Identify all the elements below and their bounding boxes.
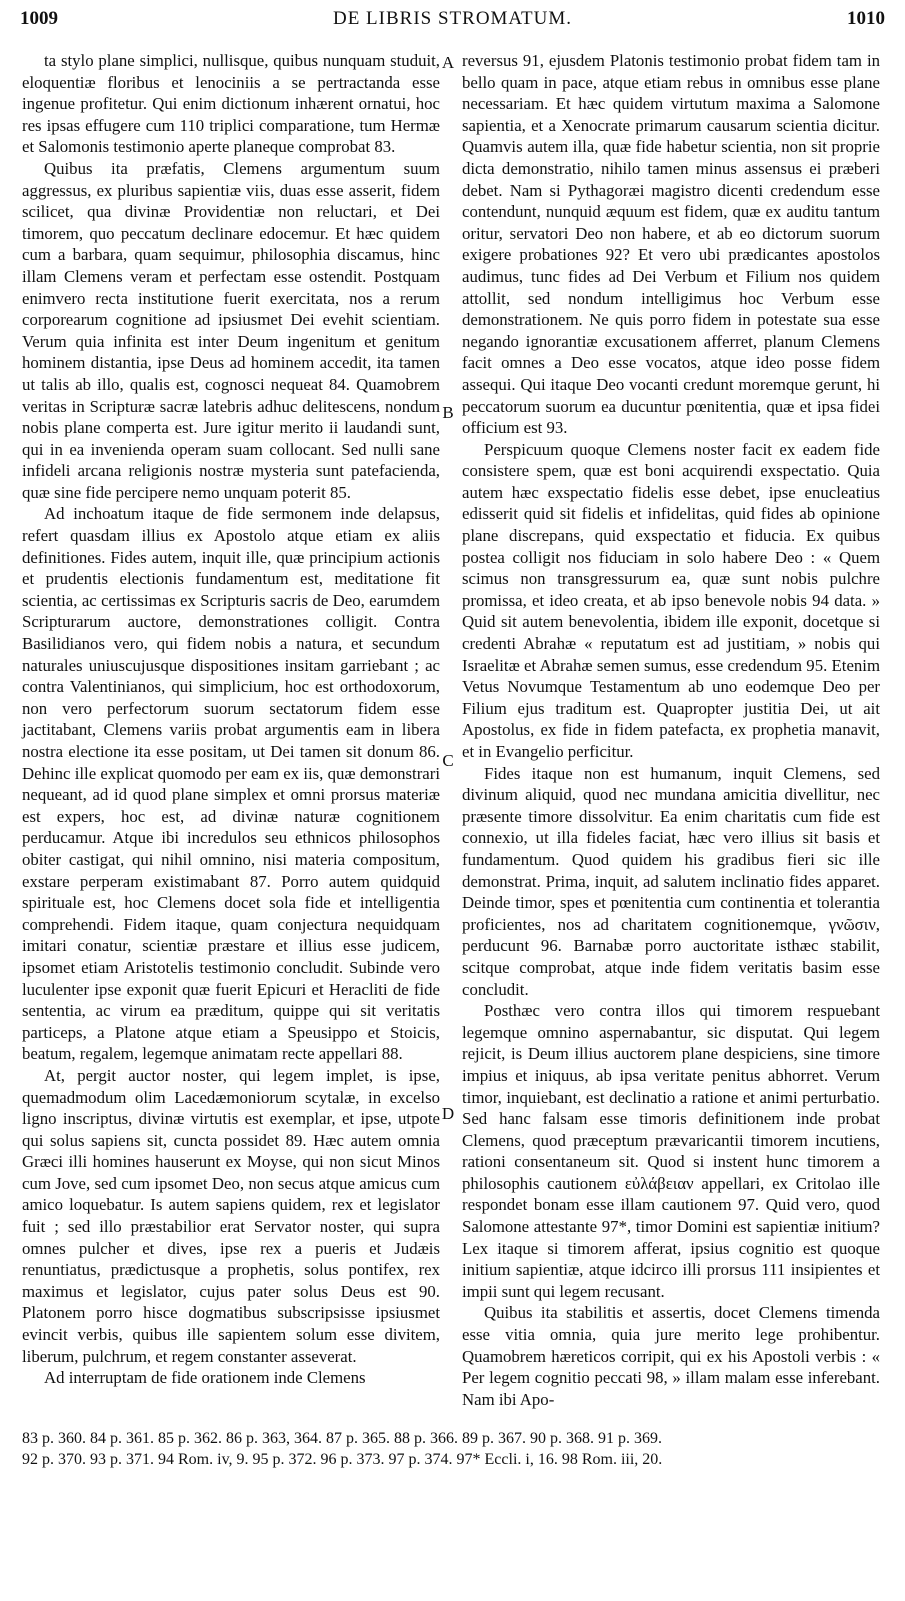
margin-letter-d: D <box>441 1104 455 1123</box>
margin-letter-c: C <box>442 751 454 770</box>
margin-letter-b: B <box>442 403 454 422</box>
paragraph: Ad inchoatum itaque de fide sermonem inde delapsus, refert quasdam illius ex Apostolo atque etiam ex aliis definitiones. Fides autem, inquit ille, quæ principium actionis et prudentis electionis fundamentum est, meditatione fit scientia, ac certissimas ex Scripturis sacris de Deo, earumdem Scripturarum auctore, demonstrationes colligit. Contra Basilidianos vero, qui fidem nobis a natura, et secundum naturales uniuscujusque dispositiones insitam garriebant ; ac contra Valentinianos, qui simplicium, hoc est orthodoxorum, non vero perfectorum suorum sectatorum fidem esse jactitabant, Clemens variis probat argumentis eam in libera nostra electione ita esse positam, ut Dei tamen sit donum 86. Dehinc ille explicat quomodo per eam ex iis, quæ demonstrari nequeant, ad id quod plane simplex et omni prorsus materiæ est expers, hoc est, ad divinæ naturæ cognitionem perducamur. Atque ibi incredulos seu ethnicos philosophos obiter castigat, qui nihil omnino, nisi materia compositum, exstare perperam existimabant 87. Porro autem quidquid spirituale est, hoc Clemens docet sola fide et intelligentia comprehendi. Fidem itaque, quam conjectura nequidquam imitari conatur, scientiæ præstare et illius esse judicem, ipsomet etiam Aristotelis testimonio concludit. Subinde vero luculenter ipse exponit quæ fuerit Epicuri et Heracliti de fide sententia, ac virum ea præditum, quippe qui sit veritatis particeps, a Platone atque etiam a Speusippo et Stoicis, beatum, regalem, legemque animatam recte appellari 88. <box>22 504 440 1064</box>
paragraph: Perspicuum quoque Clemens noster facit ex eadem fide consistere spem, quæ est boni acquirendi exspectatio. Quia autem hæc exspectatio fidelis esse debet, ipse enucleatius edisserit quid sit fidelis et infidelitas, quid fides ab opinione plane discrepans, quid exspectatio et fiducia. Ex quibus postea colligit nos fiduciam in solo habere Deo : « Quem scimus non transgressurum ea, quæ sunt nobis pulchre promissa, et ideo creata, et ab ipso benevole nobis 94 data. » Quid sit autem benevolentia, ibidem ille exponit, docetque si credenti Abrahæ « reputatum est ad justitiam, » nobis qui Israelitæ et Abrahæ semen sumus, esse credendum 95. Etenim Vetus Novumque Testamentum ab uno eodemque Deo per Filium ejus traditum est. Quapropter justitia Dei, ut ait Apostolus, ex fide in fidem patefacta, ex prophetia manavit, et in Evangelio perficitur. <box>462 439 880 761</box>
paragraph: Ad interruptam de fide orationem inde Clemens <box>44 1368 366 1388</box>
paragraph: ta stylo plane simplici, nullisque, quibus nunquam studuit, eloquentiæ floribus et lenociniis a se pertractanda esse ingenue profitetur. Qui enim dictionum inhærent ornatui, hoc res ipsas effugere cum 110 triplici comparatione, tum Hermæ et Salomonis testimonio aperte planeque comprobat 83. <box>22 51 440 157</box>
paragraph: reversus 91, ejusdem Platonis testimonio probat fidem tam in bello quam in pace, atque etiam rebus in omnibus esse plane necessariam. Et hæc quidem virtutum maxima a Salomone sapientia, et a Xenocrate primarum causarum scientia dicitur. Quamvis autem illa, quæ fide habetur scientia, non sit proprie dicta demonstratio, nihilo tamen minus assensus ei præberi debet. Nam si Pythagoræi magistro dicenti credendum esse contendunt, nunquid æquum est fidem, quæ ex auditu tantum oritur, servatori Deo non habere, et ab eo dictorum suorum exigere probationes 92? Et vero ubi prædicantes apostolos audimus, tunc fides ad Dei Verbum et Filium nos quidem attollit, sed nondum intelligimus hoc Verbum esse demonstrationem. Ne quis porro fidem in potestate sua esse negando ignorantiæ excusationem afferret, planum Clemens facit omnes a Deo esse vocatos, atque ideo posse fidem assequi. Qui itaque Deo vocanti credunt moremque gerunt, hi peccatorum suorum ea ducuntur pœnitentia, quæ et ipsa fidei officium est 93. <box>462 51 880 438</box>
running-title: DE LIBRIS STROMATUM. <box>332 8 573 29</box>
footnotes <box>22 1428 882 1470</box>
paragraph: Posthæc vero contra illos qui timorem respuebant legemque omnino aspernabantur, sic disputat. Qui legem rejicit, is Deum illius auctorem plane despiciens, sine timore impius et iniquus, ab ipsa veritate penitus abhorret. Verum timor, inquiebant, est declinatio a ratione et animi perturbatio. Sed hanc falsam esse timoris definitionem inde probat Clemens, quod præceptum prævaricantii timorem incutiens, rationi consentaneum sit. Quod si instent hunc timorem a philosophis cautionem εὐλάβειαν appellari, ex Critolao ille respondet bonam esse illam cautionem 97. Quid vero, quod Salomone attestante 97*, timor Domini est sapientiæ initium? Lex itaque si timorem afferat, ipsius cognitio est quoque initium sapientiæ, atque idcirco illi prorsus 111 insipientes et impii sunt qui legem recusant. <box>462 1001 880 1301</box>
footnote-line: 92 p. 370. 93 p. 371. 94 Rom. iv, 9. 95 p. 372. 96 p. 373. 97 p. 374. 97* Eccli. i, 16. 98 Rom. iii, 20. <box>22 1451 663 1468</box>
footnote-line: 83 p. 360. 84 p. 361. 85 p. 362. 86 p. 363, 364. 87 p. 365. 88 p. 366. 89 p. 367. 90 p. 368. 91 p. 369. <box>22 1430 662 1447</box>
page-number-right: 1010 <box>847 8 885 29</box>
page-header <box>20 8 885 38</box>
paragraph: Fides itaque non est humanum, inquit Clemens, sed divinum aliquid, quod nec mundana amicitia divellitur, nec præsente timore dissolvitur. Ea enim charitatis cum fide est connexio, ut illa fideles faciat, hæc vero illius sit basis et fundamentum. Quod quidem his gradibus fieri sic ille demonstrat. Prima, inquit, ad salutem inclinatio fides apparet. Deinde timor, spes et pœnitentia cum continentia et tolerantia proficientes, nos ad charitatem cognitionemque, γνῶσιν, perducunt 96. Barnabæ porro auctoritate isthæc stabilit, scitque comprobat, atque inde fidem veritatis basim esse concludit. <box>462 763 880 999</box>
left-column <box>22 50 440 1389</box>
paragraph: Quibus ita præfatis, Clemens argumentum suum aggressus, ex pluribus sapientiæ viis, duas esse asserit, fidem scilicet, qua divinæ Providentiæ non reluctari, et Dei timorem, quo peccatum declinare edocemur. Et hæc quidem cum a barbara, quam sequimur, philosophia discamus, hinc illam Clemens veram et perfectam esse ostendit. Postquam enimvero recta institutione fuerit exercitata, nos a rerum corporearum cognitione ad ipsiusmet Dei evehit scientiam. Verum quia infinita est inter Deum ingenitum et genitum hominem distantia, ipse Deus ad hominem accedit, ita tamen ut talis ab illo, qualis est, cognosci nequeat 84. Quamobrem veritas in Scripturæ sacræ latebris adhuc delitescens, nondum nobis plane comperta est. Jure igitur merito ii laudandi sunt, qui in ea invenienda operam suam collocant. Sed nulli sane infideli arcana religionis nostræ mysteria sunt patefacienda, quæ sine fide percipere nemo unquam poterit 85. <box>22 158 440 502</box>
page-number-left: 1009 <box>20 8 58 29</box>
margin-letter-a: A <box>441 53 455 72</box>
paragraph: Quibus ita stabilitis et assertis, docet Clemens timenda esse vitia omnia, quia jure merito lege prohibentur. Quamobrem hæreticos corripit, qui ex his Apostoli verbis : « Per legem cognitio peccati 98, » illam malam esse inferebant. Nam ibi Apo- <box>462 1303 880 1409</box>
right-column <box>462 50 880 1410</box>
paragraph: At, pergit auctor noster, qui legem implet, is ipse, quemadmodum olim Lacedæmoniorum scytalæ, in excelso ligno inscriptus, divinæ virtutis est exemplar, et ipse, utpote qui solus sapiens sit, cuncta possidet 89. Hæc autem omnia Græci illi homines hauserunt ex Moyse, qui non sicut Minos cum Jove, sed cum ipsomet Deo, non secus atque amicus cum amico loquebatur. Is autem sapiens quidem, rex et legislator fuit ; sed illo præstabilior erat Servator noster, qui supra omnes pulcher et dives, ipse rex a pueris et Judæis renuntiatus, prædictusque a prophetis, solus pontifex, rex maximus et legislator, cujus pater solus Deus est 90. Platonem porro hisce dogmatibus subscripsisse ipsiusmet evincit verbis, quibus ille sapientem solum esse divitem, liberum, pulchrum, et regem constanter asseverat. <box>22 1065 440 1366</box>
